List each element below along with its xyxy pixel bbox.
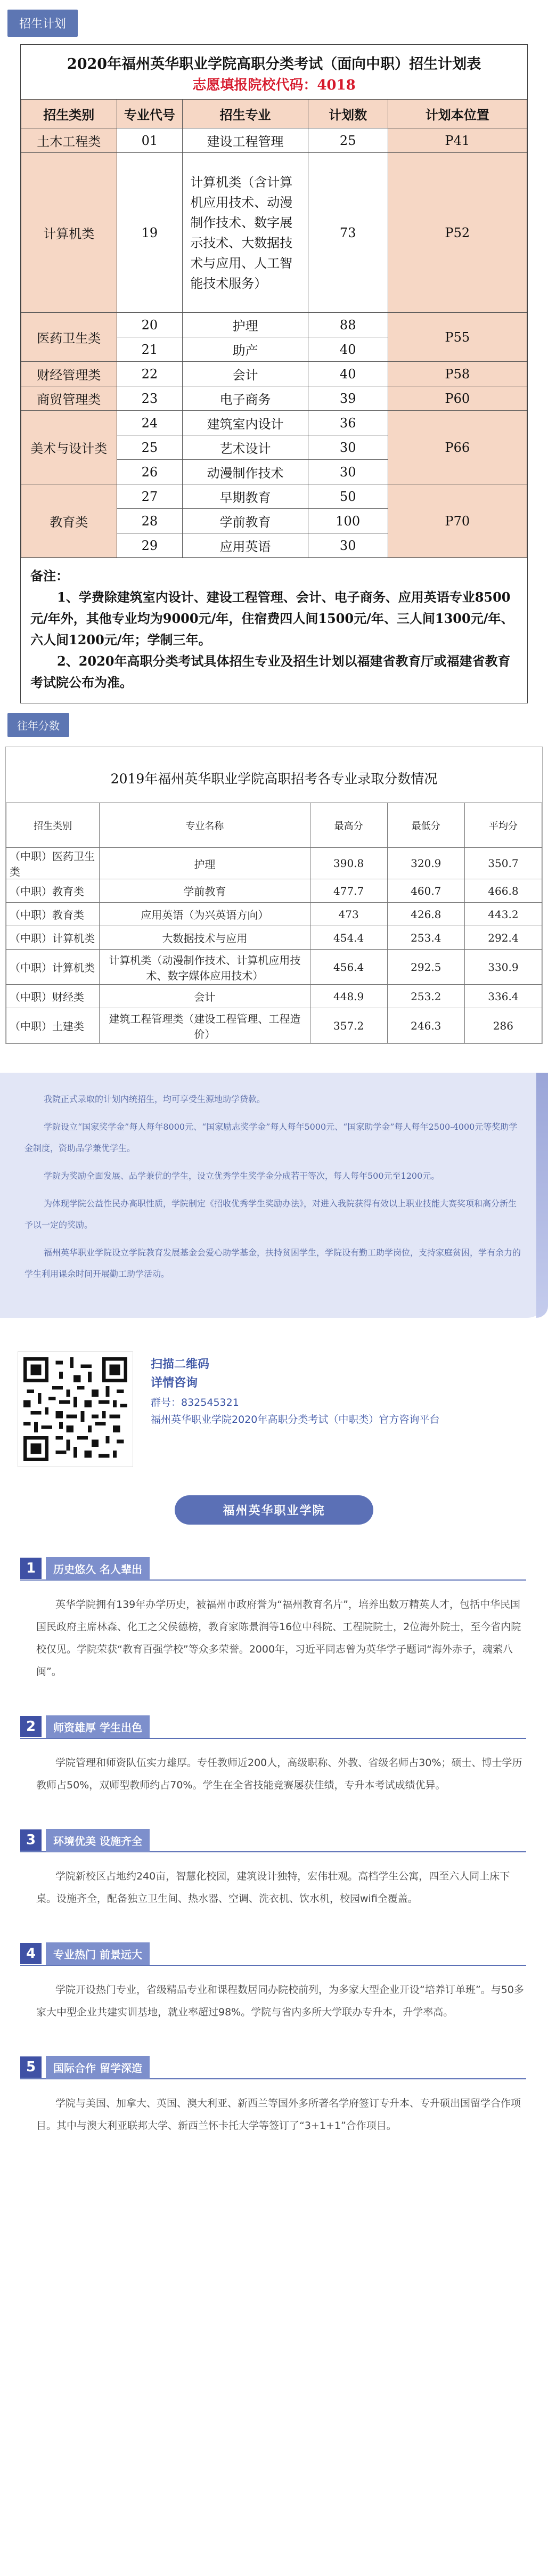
score-cell-category: （中职）财经类 <box>6 985 100 1008</box>
plan-cell-code: 27 <box>117 484 183 509</box>
plan-cell-category: 教育类 <box>21 484 117 558</box>
plan-header: 专业代号 <box>117 100 183 128</box>
plan-cell-pos: P41 <box>388 128 527 153</box>
score-table <box>6 803 542 1043</box>
feature-title: 国际合作 留学深造 <box>46 2056 150 2079</box>
plan-cell-count: 100 <box>308 509 388 533</box>
qr-area <box>0 1318 548 1467</box>
plan-cell-category: 财经管理类 <box>21 362 117 386</box>
plan-cell-major: 会计 <box>183 362 308 386</box>
score-cell-max: 357.2 <box>310 1008 387 1043</box>
aid-paragraph: 学院为奖励全面发展、品学兼优的学生，设立优秀学生奖学金分成若干等次，每人每年500元至1200元。 <box>44 1171 440 1181</box>
plan-cell-major: 学前教育 <box>183 509 308 533</box>
feature-heading <box>20 2055 526 2079</box>
score-section-tag: 往年分数 <box>7 713 69 737</box>
aid-paragraph: 我院正式录取的计划内统招生，均可享受生源地助学贷款。 <box>44 1094 266 1104</box>
plan-cell-count: 25 <box>308 128 388 153</box>
plan-cell-count: 73 <box>308 153 388 313</box>
plan-cell-major: 助产 <box>183 337 308 362</box>
feature-number: 3 <box>20 1829 42 1851</box>
feature-body <box>20 1966 547 2023</box>
plan-notes <box>21 558 527 703</box>
plan-row <box>21 362 527 386</box>
plan-cell-code: 20 <box>117 313 183 337</box>
score-cell-category: （中职）教育类 <box>6 903 100 926</box>
banner-wrap <box>0 1467 548 1525</box>
feature-section <box>20 1557 548 1683</box>
plan-header-row <box>21 100 527 128</box>
plan-row <box>21 484 527 509</box>
plan-cell-pos: P60 <box>388 386 527 411</box>
score-cell-avg: 286 <box>464 1008 542 1043</box>
plan-note-2: 2、2020年高职分类考试具体招生专业及招生计划以福建省教育厅或福建省教育考试院公布为准。 <box>30 653 511 690</box>
feature-number: 4 <box>20 1943 42 1964</box>
feature-body <box>20 1852 547 1910</box>
feature-paragraph: 学院管理和师资队伍实力雄厚。专任教师近200人，高级职称、外教、省级名师占30%；硕士、博士学历教师占50%，双师型教师约占70%。学生在全省技能竞赛屡获佳绩，专升本考试成绩优异。 <box>36 1757 522 1791</box>
score-cell-major: 大数据技术与应用 <box>100 926 310 950</box>
score-cell-max: 390.8 <box>310 848 387 879</box>
plan-table-box <box>20 44 528 703</box>
plan-cell-category: 美术与设计类 <box>21 411 117 484</box>
score-cell-max: 456.4 <box>310 950 387 985</box>
score-header: 最低分 <box>387 803 464 848</box>
qr-text <box>133 1352 495 1427</box>
score-cell-avg: 292.4 <box>464 926 542 950</box>
plan-row <box>21 128 527 153</box>
plan-section-tag: 招生计划 <box>7 10 78 37</box>
score-cell-max: 454.4 <box>310 926 387 950</box>
feature-section <box>20 1828 548 1910</box>
aid-paragraph: 为体现学院公益性民办高职性质，学院制定《招收优秀学生奖励办法》，对进入我院获得有效以上职业技能大赛奖项和高分新生予以一定的奖励。 <box>24 1198 517 1230</box>
plan-cell-count: 40 <box>308 362 388 386</box>
plan-cell-major: 护理 <box>183 313 308 337</box>
score-cell-category: （中职）计算机类 <box>6 950 100 985</box>
score-cell-min: 246.3 <box>387 1008 464 1043</box>
feature-heading <box>20 1715 526 1739</box>
plan-cell-category: 商贸管理类 <box>21 386 117 411</box>
qr-code-icon[interactable] <box>18 1352 133 1467</box>
plan-cell-code: 26 <box>117 460 183 484</box>
plan-row <box>21 313 527 337</box>
plan-cell-count: 39 <box>308 386 388 411</box>
plan-cell-count: 50 <box>308 484 388 509</box>
plan-header: 招生专业 <box>183 100 308 128</box>
plan-note-1: 1、学费除建筑室内设计、建设工程管理、会计、电子商务、应用英语专业8500元/年外，其他专业均为9000元/年，住宿费四人间1500元/年、三人间1300元/年、六人间1200元/年；学制三年。 <box>30 589 514 647</box>
feature-heading <box>20 1828 526 1852</box>
plan-cell-code: 22 <box>117 362 183 386</box>
plan-cell-major: 应用英语 <box>183 533 308 558</box>
plan-cell-category: 计算机类 <box>21 153 117 313</box>
plan-cell-major: 艺术设计 <box>183 435 308 460</box>
college-banner: 福州英华职业学院 <box>175 1495 373 1525</box>
plan-cell-code: 01 <box>117 128 183 153</box>
plan-title: 2020年福州英华职业学院高职分类考试（面向中职）招生计划表 <box>67 56 481 72</box>
feature-heading <box>20 1557 526 1581</box>
feature-title: 师资雄厚 学生出色 <box>46 1715 150 1738</box>
score-cell-max: 473 <box>310 903 387 926</box>
plan-row <box>21 386 527 411</box>
feature-body <box>20 2079 547 2137</box>
plan-cell-major: 动漫制作技术 <box>183 460 308 484</box>
plan-cell-code: 19 <box>117 153 183 313</box>
score-cell-avg: 330.9 <box>464 950 542 985</box>
plan-row <box>21 153 527 313</box>
plan-cell-pos: P58 <box>388 362 527 386</box>
aid-paragraph: 福州英华职业学院设立学院教育发展基金会爱心助学基金，扶持贫困学生，学院设有勤工助学岗位，支持家庭贫困，学有余力的学生利用课余时间开展勤工助学活动。 <box>24 1248 521 1279</box>
qr-scan-label: 扫描二维码 <box>151 1358 210 1371</box>
plan-cell-major: 建设工程管理 <box>183 128 308 153</box>
plan-cell-code: 21 <box>117 337 183 362</box>
plan-cell-count: 88 <box>308 313 388 337</box>
score-cell-category: （中职）教育类 <box>6 879 100 903</box>
score-cell-category: （中职）计算机类 <box>6 926 100 950</box>
plan-cell-major: 计算机类（含计算机应用技术、动漫制作技术、数字展示技术、大数据技术与应用、人工智能技术服务） <box>183 153 308 313</box>
aid-paragraph: 学院设立“国家奖学金”每人每年8000元、“国家励志奖学金”每人每年5000元、“国家助学金”每人每年2500-4000元等奖助学金制度，资助品学兼优学生。 <box>24 1122 518 1153</box>
plan-cell-pos: P66 <box>388 411 527 484</box>
feature-title: 环境优美 设施齐全 <box>46 1829 150 1852</box>
plan-notes-label: 备注： <box>30 568 69 584</box>
qr-description: 福州英华职业学院2020年高职分类考试（中职类）官方咨询平台 <box>151 1414 440 1425</box>
score-cell-category: （中职）医药卫生类 <box>6 848 100 879</box>
score-cell-major: 学前教育 <box>100 879 310 903</box>
score-row <box>6 879 542 903</box>
score-header: 最高分 <box>310 803 387 848</box>
score-row <box>6 1008 542 1043</box>
score-row <box>6 926 542 950</box>
plan-header: 招生类别 <box>21 100 117 128</box>
plan-cell-major: 早期教育 <box>183 484 308 509</box>
plan-cell-count: 30 <box>308 435 388 460</box>
plan-cell-pos: P55 <box>388 313 527 362</box>
plan-cell-category: 土木工程类 <box>21 128 117 153</box>
score-cell-min: 320.9 <box>387 848 464 879</box>
plan-cell-count: 40 <box>308 337 388 362</box>
plan-cell-major: 建筑室内设计 <box>183 411 308 435</box>
plan-row <box>21 411 527 435</box>
feature-title: 历史悠久 名人辈出 <box>46 1557 150 1580</box>
feature-paragraph: 学院开设热门专业，省级精品专业和课程数居同办院校前列，为多家大型企业开设“培养订单班”。与50多家大中型企业共建实训基地，就业率超过98%。学院与省内多所大学联办专升本，升学率高。 <box>36 1984 524 2018</box>
plan-cell-code: 24 <box>117 411 183 435</box>
plan-subtitle: 志愿填报院校代码：4018 <box>192 77 356 93</box>
score-cell-major: 计算机类（动漫制作技术、计算机应用技术、数字媒体应用技术） <box>100 950 310 985</box>
feature-number: 1 <box>20 1558 42 1579</box>
score-cell-max: 448.9 <box>310 985 387 1008</box>
score-header: 专业名称 <box>100 803 310 848</box>
score-cell-min: 460.7 <box>387 879 464 903</box>
plan-cell-code: 25 <box>117 435 183 460</box>
plan-wrap <box>0 37 548 703</box>
plan-cell-count: 30 <box>308 533 388 558</box>
plan-cell-pos: P52 <box>388 153 527 313</box>
score-cell-major: 应用英语（为兴英语方向） <box>100 903 310 926</box>
feature-section <box>20 2055 548 2137</box>
feature-paragraph: 英华学院拥有139年办学历史，被福州市政府誉为“福州教育名片”，培养出数万精英人才，包括中华民国国民政府主席林森、化工之父侯德榜，教育家陈景润等16位中科院、工程院院士，2位海外院士，至今省内院校仅见。学院荣获“教育百强学校”等众多荣誉。2000年，习近平同志曾为英华学子题词“海外赤子，魂萦八闽”。 <box>36 1599 521 1678</box>
score-header: 平均分 <box>464 803 542 848</box>
score-cell-max: 477.7 <box>310 879 387 903</box>
qr-detail-label: 详情咨询 <box>151 1376 198 1390</box>
score-cell-avg: 336.4 <box>464 985 542 1008</box>
plan-header: 计划本位置 <box>388 100 527 128</box>
plan-table <box>21 99 527 558</box>
score-cell-min: 292.5 <box>387 950 464 985</box>
feature-number: 2 <box>20 1716 42 1737</box>
plan-cell-major: 电子商务 <box>183 386 308 411</box>
qr-group-number: 群号：832545321 <box>151 1397 239 1408</box>
plan-cell-category: 医药卫生类 <box>21 313 117 362</box>
score-row <box>6 903 542 926</box>
score-header-row <box>6 803 542 848</box>
feature-heading <box>20 1942 526 1966</box>
score-row <box>6 985 542 1008</box>
score-cell-major: 建筑工程管理类（建设工程管理、工程造价） <box>100 1008 310 1043</box>
feature-paragraph: 学院新校区占地约240亩，智慧化校园，建筑设计独特，宏伟壮观。高档学生公寓，四至六人同上床下桌。设施齐全，配备独立卫生间、热水器、空调、洗衣机、饮水机，校园wifi全覆盖。 <box>36 1870 510 1905</box>
score-cell-major: 护理 <box>100 848 310 879</box>
score-cell-major: 会计 <box>100 985 310 1008</box>
plan-cell-pos: P70 <box>388 484 527 558</box>
feature-title: 专业热门 前景远大 <box>46 1942 150 1965</box>
feature-section <box>20 1715 548 1796</box>
block-edge-decoration <box>536 1073 548 1318</box>
plan-cell-code: 29 <box>117 533 183 558</box>
score-cell-min: 253.4 <box>387 926 464 950</box>
plan-cell-code: 23 <box>117 386 183 411</box>
plan-header: 计划数 <box>308 100 388 128</box>
plan-cell-code: 28 <box>117 509 183 533</box>
score-row <box>6 950 542 985</box>
score-cell-min: 426.8 <box>387 903 464 926</box>
score-cell-category: （中职）土建类 <box>6 1008 100 1043</box>
financial-aid-block <box>0 1073 548 1318</box>
feature-section <box>20 1942 548 2023</box>
feature-body <box>20 1581 547 1683</box>
score-table-box <box>5 747 543 1044</box>
feature-number: 5 <box>20 2056 42 2078</box>
feature-paragraph: 学院与美国、加拿大、英国、澳大利亚、新西兰等国外多所著名学府签订专升本、专升硕出国留学合作项目。其中与澳大利亚联邦大学、新西兰怀卡托大学等签订了“3+1+1”合作项目。 <box>36 2097 521 2132</box>
score-title: 2019年福州英华职业学院高职招考各专业录取分数情况 <box>110 771 438 787</box>
plan-cell-count: 30 <box>308 460 388 484</box>
feature-body <box>20 1739 547 1796</box>
score-header: 招生类别 <box>6 803 100 848</box>
score-cell-avg: 350.7 <box>464 848 542 879</box>
score-cell-avg: 466.8 <box>464 879 542 903</box>
plan-cell-count: 36 <box>308 411 388 435</box>
score-cell-avg: 443.2 <box>464 903 542 926</box>
score-row <box>6 848 542 879</box>
score-cell-min: 253.2 <box>387 985 464 1008</box>
